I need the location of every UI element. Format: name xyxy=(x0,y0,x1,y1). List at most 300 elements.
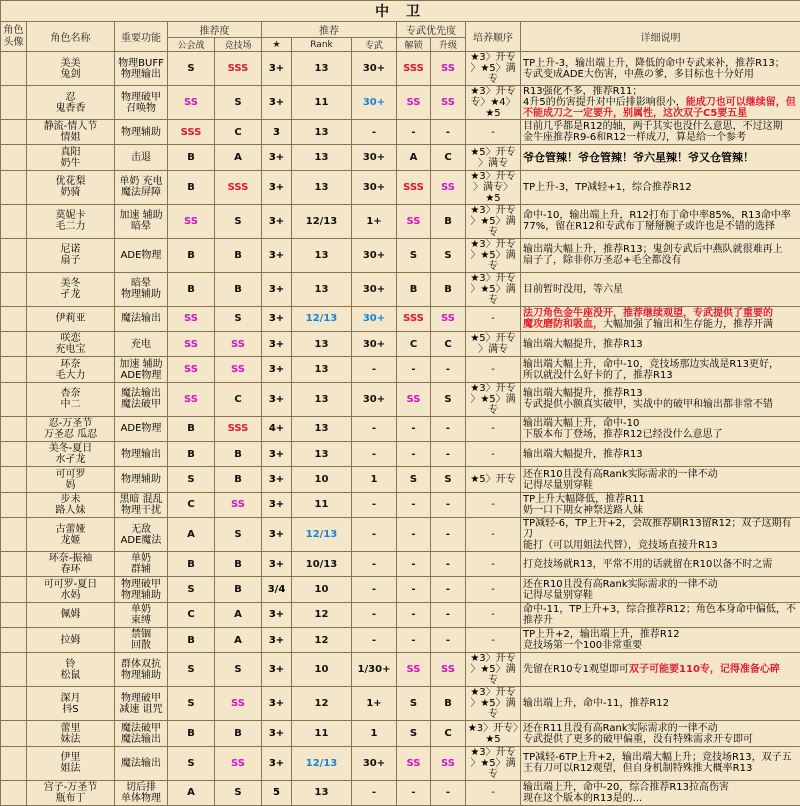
detail-text: TP减轻-6TP上升+2，输出端大幅上升；竞技场R13，双子五 王有刀可以R12观望，但自身机制特殊推大概率R13 xyxy=(521,746,800,780)
detail-text: TP上升+2，输出端上升，推荐R12 竞技场第一个100非常重要 xyxy=(521,628,800,653)
character-name: 可可罗 妈 xyxy=(27,467,115,492)
star-value: 3+ xyxy=(262,272,292,306)
order-value: - xyxy=(466,492,521,517)
guild-grade: B xyxy=(168,442,215,467)
unlock-grade: - xyxy=(397,518,431,552)
guild-grade: S xyxy=(168,653,215,687)
rank-value: 13 xyxy=(292,382,352,416)
arena-grade: B xyxy=(215,467,262,492)
guild-grade: A xyxy=(168,780,215,805)
guild-grade: SS xyxy=(168,204,215,238)
star-value: 3+ xyxy=(262,145,292,170)
guild-grade: S xyxy=(168,52,215,86)
detail-text: 打竞技场就R13，平常不用的话就留在R10以备不时之需 xyxy=(521,552,800,577)
header-rank: Rank xyxy=(292,38,352,52)
exclusive-value: - xyxy=(352,628,397,653)
exclusive-value: - xyxy=(352,442,397,467)
character-name: 莫妮卡 毛二力 xyxy=(27,204,115,238)
arena-grade: S xyxy=(215,780,262,805)
detail-highlight: 能成刀也可以继续留，但不能成刀之一定要升，别属性，这次双子C5要五星 xyxy=(523,97,796,119)
order-value: - xyxy=(466,628,521,653)
header-unlock: 解锁 xyxy=(397,38,431,52)
exclusive-value: - xyxy=(352,780,397,805)
detail-text: 还在R11且没有高Rank实际需求的一律不动 专武提供了更多的破甲偏重，没有特殊需求开专即可 xyxy=(521,721,800,746)
upgrade-grade: - xyxy=(431,628,466,653)
order-value: ★3〉开专 〉★5〉满专 xyxy=(466,272,521,306)
avatar xyxy=(1,382,27,416)
exclusive-value: 30+ xyxy=(352,238,397,272)
unlock-grade: SS xyxy=(397,653,431,687)
arena-grade: B xyxy=(215,552,262,577)
detail-text xyxy=(521,145,800,170)
rank-value: 13 xyxy=(292,357,352,382)
star-value: 3+ xyxy=(262,170,292,204)
guild-grade: SSS xyxy=(168,120,215,145)
table-row xyxy=(1,721,800,746)
rank-value: 12/13 xyxy=(292,306,352,331)
order-value: - xyxy=(466,552,521,577)
star-value: 3+ xyxy=(262,746,292,780)
character-function: 物理BUFF 物理输出 xyxy=(115,52,168,86)
star-value: 3+ xyxy=(262,332,292,357)
order-value: - xyxy=(466,357,521,382)
detail-text: 输出端大幅提升，推荐R13 专武提供小额真实破甲，实战中的破甲和输出都非常不错 xyxy=(521,382,800,416)
guild-grade: SS xyxy=(168,382,215,416)
unlock-grade: SS xyxy=(397,382,431,416)
rank-value: 11 xyxy=(292,492,352,517)
arena-grade: C xyxy=(215,382,262,416)
order-value: - xyxy=(466,442,521,467)
unlock-grade: S xyxy=(397,238,431,272)
character-function: 物理输出 xyxy=(115,442,168,467)
table-row xyxy=(1,552,800,577)
header-arena: 竞技场 xyxy=(215,38,262,52)
detail-text: 输出端大幅上升，推荐R13；鬼剑专武后中燕队就很难再上 扇子了，除非你万圣忍+毛全都没有 xyxy=(521,238,800,272)
exclusive-value: 1+ xyxy=(352,687,397,721)
arena-grade: SSS xyxy=(215,416,262,441)
character-function: 群体双抗 物理辅助 xyxy=(115,653,168,687)
character-function: 物理破甲 减速 诅咒 xyxy=(115,687,168,721)
exclusive-value: 1 xyxy=(352,721,397,746)
table-row xyxy=(1,492,800,517)
unlock-grade: B xyxy=(397,272,431,306)
guild-grade: B xyxy=(168,170,215,204)
order-value: ★5〉开专 〉满专 xyxy=(466,145,521,170)
unlock-grade: - xyxy=(397,552,431,577)
arena-grade: S xyxy=(215,306,262,331)
upgrade-grade: - xyxy=(431,442,466,467)
avatar xyxy=(1,746,27,780)
unlock-grade: S xyxy=(397,721,431,746)
character-function: 单奶 充电 魔法屏障 xyxy=(115,170,168,204)
guild-grade: C xyxy=(168,602,215,627)
guild-grade: SS xyxy=(168,357,215,382)
avatar xyxy=(1,628,27,653)
exclusive-value: - xyxy=(352,120,397,145)
header-exclusive: 专武 xyxy=(352,38,397,52)
exclusive-value: - xyxy=(352,518,397,552)
unlock-grade: SS xyxy=(397,86,431,120)
star-value: 3+ xyxy=(262,552,292,577)
unlock-grade: - xyxy=(397,602,431,627)
character-function: 击退 xyxy=(115,145,168,170)
character-function: 禁锢 回散 xyxy=(115,628,168,653)
table-row xyxy=(1,357,800,382)
upgrade-grade: C xyxy=(431,332,466,357)
upgrade-grade: - xyxy=(431,120,466,145)
character-function: 无敌 ADE魔法 xyxy=(115,518,168,552)
character-function: 单奶 群辅 xyxy=(115,552,168,577)
table-row xyxy=(1,204,800,238)
star-value: 4+ xyxy=(262,416,292,441)
exclusive-value: 1/30+ xyxy=(352,653,397,687)
character-name: 美冬 孑龙 xyxy=(27,272,115,306)
character-function: 切后排 单体物理 xyxy=(115,780,168,805)
character-name: 宫子-万圣节 瓶布丁 xyxy=(27,780,115,805)
upgrade-grade: SS xyxy=(431,746,466,780)
table-row xyxy=(1,86,800,120)
order-value: ★3〉开专 专〉★4〉★5 xyxy=(466,86,521,120)
order-value: ★3〉开专 〉★5〉满专 xyxy=(466,653,521,687)
order-value: - xyxy=(466,416,521,441)
order-value: ★5〉开专 xyxy=(466,467,521,492)
header-guild: 公会战 xyxy=(168,38,215,52)
avatar xyxy=(1,120,27,145)
arena-grade: A xyxy=(215,628,262,653)
table-row xyxy=(1,442,800,467)
star-value: 3+ xyxy=(262,687,292,721)
exclusive-value: 30+ xyxy=(352,86,397,120)
upgrade-grade: SS xyxy=(431,653,466,687)
arena-grade: B xyxy=(215,577,262,602)
arena-grade: SS xyxy=(215,746,262,780)
upgrade-grade: SS xyxy=(431,306,466,331)
rank-value: 12/13 xyxy=(292,204,352,238)
rank-value: 13 xyxy=(292,238,352,272)
exclusive-value: - xyxy=(352,552,397,577)
rank-value: 12/13 xyxy=(292,518,352,552)
unlock-grade: S xyxy=(397,687,431,721)
character-name: 真阳 奶牛 xyxy=(27,145,115,170)
character-name: 尼诺 扇子 xyxy=(27,238,115,272)
detail-text: 输出端大幅提升，推荐R13 xyxy=(521,442,800,467)
character-name: 美冬-夏日 水孑龙 xyxy=(27,442,115,467)
arena-grade: B xyxy=(215,272,262,306)
upgrade-grade: - xyxy=(431,552,466,577)
header-recommend: 推荐度 xyxy=(168,22,262,38)
exclusive-value: 30+ xyxy=(352,145,397,170)
character-function: 物理辅助 xyxy=(115,120,168,145)
order-value: ★3〉开专 〉★5〉满专 xyxy=(466,382,521,416)
guild-grade: SS xyxy=(168,306,215,331)
character-function: 魔法输出 魔法破甲 xyxy=(115,382,168,416)
unlock-grade: - xyxy=(397,577,431,602)
upgrade-grade: S xyxy=(431,238,466,272)
header-order: 培养顺序 xyxy=(466,22,521,52)
guild-grade: SS xyxy=(168,86,215,120)
table-row xyxy=(1,467,800,492)
avatar xyxy=(1,467,27,492)
table-row xyxy=(1,602,800,627)
detail-text: 输出端大幅上升，命中-10，竞技场那边实战是R13更好， 所以就没什么好卡的了，推荐R13 xyxy=(521,357,800,382)
avatar xyxy=(1,577,27,602)
star-value: 3 xyxy=(262,120,292,145)
star-value: 3+ xyxy=(262,467,292,492)
rank-value: 10/13 xyxy=(292,552,352,577)
guild-grade: S xyxy=(168,577,215,602)
upgrade-grade: SS xyxy=(431,170,466,204)
guild-grade: C xyxy=(168,492,215,517)
character-name: 杏奈 中二 xyxy=(27,382,115,416)
unlock-grade: - xyxy=(397,780,431,805)
character-function: 物理破甲 物理辅助 xyxy=(115,577,168,602)
character-name: 忍 鬼香香 xyxy=(27,86,115,120)
upgrade-grade: - xyxy=(431,577,466,602)
star-value: 3+ xyxy=(262,382,292,416)
star-value: 3+ xyxy=(262,602,292,627)
detail-text: 命中-10，输出端上升，R12打布丁命中率85%，R13命中率 77%，留在R12和专武布丁掰掰腕子或许也是不错的选择 xyxy=(521,204,800,238)
rank-value: 11 xyxy=(292,86,352,120)
character-name: 铃 松鼠 xyxy=(27,653,115,687)
upgrade-grade: B xyxy=(431,272,466,306)
arena-grade: S xyxy=(215,86,262,120)
guild-grade: B xyxy=(168,416,215,441)
rank-value: 11 xyxy=(292,721,352,746)
order-value: ★3〉开专 〉★5〉满专 xyxy=(466,687,521,721)
star-value: 5 xyxy=(262,780,292,805)
table-row xyxy=(1,145,800,170)
exclusive-value: 1 xyxy=(352,467,397,492)
character-name: 伊里 姐法 xyxy=(27,746,115,780)
detail-text: 输出端上升，命中-20，综合推荐R13拉高伤害 现在这个版本的R13是的... xyxy=(521,780,800,805)
table-row xyxy=(1,653,800,687)
exclusive-value: 1+ xyxy=(352,204,397,238)
avatar xyxy=(1,687,27,721)
guild-grade: B xyxy=(168,628,215,653)
unlock-grade: SS xyxy=(397,204,431,238)
exclusive-value: 30+ xyxy=(352,170,397,204)
arena-grade: A xyxy=(215,145,262,170)
unlock-grade: - xyxy=(397,416,431,441)
upgrade-grade: S xyxy=(431,382,466,416)
upgrade-grade: - xyxy=(431,492,466,517)
avatar xyxy=(1,442,27,467)
star-value: 3+ xyxy=(262,518,292,552)
arena-grade: B xyxy=(215,721,262,746)
unlock-grade: SSS xyxy=(397,306,431,331)
rank-value: 10 xyxy=(292,467,352,492)
order-value: ★3〉开专 〉★5〉满专 xyxy=(466,204,521,238)
avatar xyxy=(1,357,27,382)
guild-grade: B xyxy=(168,145,215,170)
exclusive-value: 30+ xyxy=(352,332,397,357)
upgrade-grade: C xyxy=(431,721,466,746)
unlock-grade: - xyxy=(397,492,431,517)
arena-grade: B xyxy=(215,442,262,467)
detail-text: TP减轻-6，TP上升+2，会故推荐刷R13留R12；双子这期有刀 能打（可以用姐法代替），竞技场直接升R13 xyxy=(521,518,800,552)
avatar xyxy=(1,272,27,306)
rank-value: 10 xyxy=(292,577,352,602)
rank-value: 13 xyxy=(292,120,352,145)
upgrade-grade: B xyxy=(431,204,466,238)
avatar xyxy=(1,238,27,272)
exclusive-value: - xyxy=(352,416,397,441)
star-value: 3+ xyxy=(262,628,292,653)
guild-grade: S xyxy=(168,467,215,492)
character-function: 单奶 束缚 xyxy=(115,602,168,627)
upgrade-grade: - xyxy=(431,518,466,552)
star-value: 3+ xyxy=(262,238,292,272)
detail-text: 目前几乎都是R12的轴，两千其实也没什么意思，不过这期 金牛座推荐R9-6和R12一样成刀，算是给一个参考 xyxy=(521,120,800,145)
unlock-grade: - xyxy=(397,120,431,145)
order-value: - xyxy=(466,780,521,805)
avatar xyxy=(1,52,27,86)
arena-grade: SS xyxy=(215,332,262,357)
avatar xyxy=(1,86,27,120)
arena-grade: A xyxy=(215,602,262,627)
avatar xyxy=(1,204,27,238)
unlock-grade: S xyxy=(397,467,431,492)
exclusive-value: 30+ xyxy=(352,52,397,86)
unlock-grade: SSS xyxy=(397,170,431,204)
character-name: 蕾里 妹法 xyxy=(27,721,115,746)
header-priority: 专武优先度 xyxy=(397,22,466,38)
arena-grade: C xyxy=(215,120,262,145)
upgrade-grade: SS xyxy=(431,86,466,120)
exclusive-value: - xyxy=(352,357,397,382)
character-name: 优花梨 奶骑 xyxy=(27,170,115,204)
arena-grade: SSS xyxy=(215,170,262,204)
character-name: 环奈-振袖 春环 xyxy=(27,552,115,577)
character-name: 静流-情人节 情姐 xyxy=(27,120,115,145)
table-row xyxy=(1,332,800,357)
rank-value: 13 xyxy=(292,170,352,204)
star-value: 3+ xyxy=(262,86,292,120)
order-value: ★3〉开专 〉★5〉满专 xyxy=(466,746,521,780)
exclusive-value: 30+ xyxy=(352,746,397,780)
order-value: - xyxy=(466,577,521,602)
rank-value: 13 xyxy=(292,416,352,441)
detail-text: 法刀角色金牛座没开，推荐继续观望，专武提供了重要的 魔攻磨防和吸血，大幅加强了输出和生存能力，推荐开满 xyxy=(521,306,800,331)
avatar xyxy=(1,306,27,331)
character-function: 加速 辅助 暗晕 xyxy=(115,204,168,238)
table-row xyxy=(1,628,800,653)
upgrade-grade: SS xyxy=(431,52,466,86)
order-value: ★5〉开专 〉满专 xyxy=(466,332,521,357)
character-name: 佩姆 xyxy=(27,602,115,627)
header-upgrade: 升级 xyxy=(431,38,466,52)
avatar xyxy=(1,332,27,357)
guild-grade: A xyxy=(168,518,215,552)
star-value: 3+ xyxy=(262,357,292,382)
avatar xyxy=(1,492,27,517)
star-value: 3/4 xyxy=(262,577,292,602)
character-function: 物理破甲 召唤物 xyxy=(115,86,168,120)
rank-value: 12 xyxy=(292,628,352,653)
order-value: - xyxy=(466,602,521,627)
table-row xyxy=(1,306,800,331)
rank-value: 12 xyxy=(292,687,352,721)
character-function: ADE物理 xyxy=(115,416,168,441)
rank-value: 13 xyxy=(292,442,352,467)
character-name: 环奈 毛大力 xyxy=(27,357,115,382)
unlock-grade: A xyxy=(397,145,431,170)
character-name: 古蕾娅 龙姬 xyxy=(27,518,115,552)
detail-text: 输出端大幅提升，推荐R13 xyxy=(521,332,800,357)
table-row xyxy=(1,687,800,721)
star-value: 3+ xyxy=(262,721,292,746)
order-value: ★3〉开专 〉满专〉★5 xyxy=(466,170,521,204)
character-function: 物理辅助 xyxy=(115,467,168,492)
header-detail: 详细说明 xyxy=(521,22,800,52)
arena-grade: SSS xyxy=(215,52,262,86)
character-name: 伊莉亚 xyxy=(27,306,115,331)
avatar xyxy=(1,721,27,746)
order-value: ★3〉开专〉★5 xyxy=(466,721,521,746)
character-name: 忍-万圣节 万圣忍 瓜忍 xyxy=(27,416,115,441)
guild-grade: SS xyxy=(168,332,215,357)
order-value: - xyxy=(466,306,521,331)
detail-text: TP上升大幅降低，推荐R11 奶一口下期女神祭送路人妹 xyxy=(521,492,800,517)
arena-grade: S xyxy=(215,204,262,238)
table-row xyxy=(1,120,800,145)
table-row xyxy=(1,780,800,805)
table-row xyxy=(1,746,800,780)
rank-value: 13 xyxy=(292,332,352,357)
unlock-grade: SSS xyxy=(397,52,431,86)
rank-value: 13 xyxy=(292,780,352,805)
detail-text: 输出端上升，命中-11，推荐R12 xyxy=(521,687,800,721)
upgrade-grade: - xyxy=(431,416,466,441)
guild-grade: B xyxy=(168,238,215,272)
header-avatar: 角色 头像 xyxy=(1,22,27,52)
avatar xyxy=(1,653,27,687)
avatar xyxy=(1,780,27,805)
avatar xyxy=(1,552,27,577)
table-row xyxy=(1,170,800,204)
unlock-grade: - xyxy=(397,628,431,653)
table-row xyxy=(1,416,800,441)
character-name: 深月 抖S xyxy=(27,687,115,721)
detail-text: 先留在R10专1观望即可双子可能要110专，记得准备心碎 xyxy=(521,653,800,687)
guild-grade: B xyxy=(168,272,215,306)
upgrade-grade: - xyxy=(431,357,466,382)
detail-text: 命中-11，TP上升+3，综合推荐R12；角色本身命中偏低，不 推荐升 xyxy=(521,602,800,627)
order-value: - xyxy=(466,518,521,552)
exclusive-value: - xyxy=(352,602,397,627)
star-value: 3+ xyxy=(262,653,292,687)
table-row xyxy=(1,382,800,416)
arena-grade: SS xyxy=(215,687,262,721)
detail-highlight: 爷仓管辣！爷仓管辣！爷六星辣！爷又仓管辣！ xyxy=(523,151,754,164)
detail-highlight: 法刀角色金牛座没开，推荐继续观望，专武提供了重要的 魔攻磨防和吸血， xyxy=(523,308,773,330)
order-value: - xyxy=(466,120,521,145)
unlock-grade: - xyxy=(397,442,431,467)
avatar xyxy=(1,170,27,204)
character-function: ADE物理 xyxy=(115,238,168,272)
unlock-grade: C xyxy=(397,332,431,357)
rank-value: 13 xyxy=(292,272,352,306)
table-row xyxy=(1,577,800,602)
detail-text: 目前暂时没用，等六星 xyxy=(521,272,800,306)
arena-grade: SS xyxy=(215,492,262,517)
character-function: 加速 辅助 ADE物理 xyxy=(115,357,168,382)
character-function: 魔法输出 xyxy=(115,746,168,780)
arena-grade: S xyxy=(215,653,262,687)
unlock-grade: SS xyxy=(397,746,431,780)
character-function: 魔法破甲 魔法输出 xyxy=(115,721,168,746)
arena-grade: B xyxy=(215,238,262,272)
